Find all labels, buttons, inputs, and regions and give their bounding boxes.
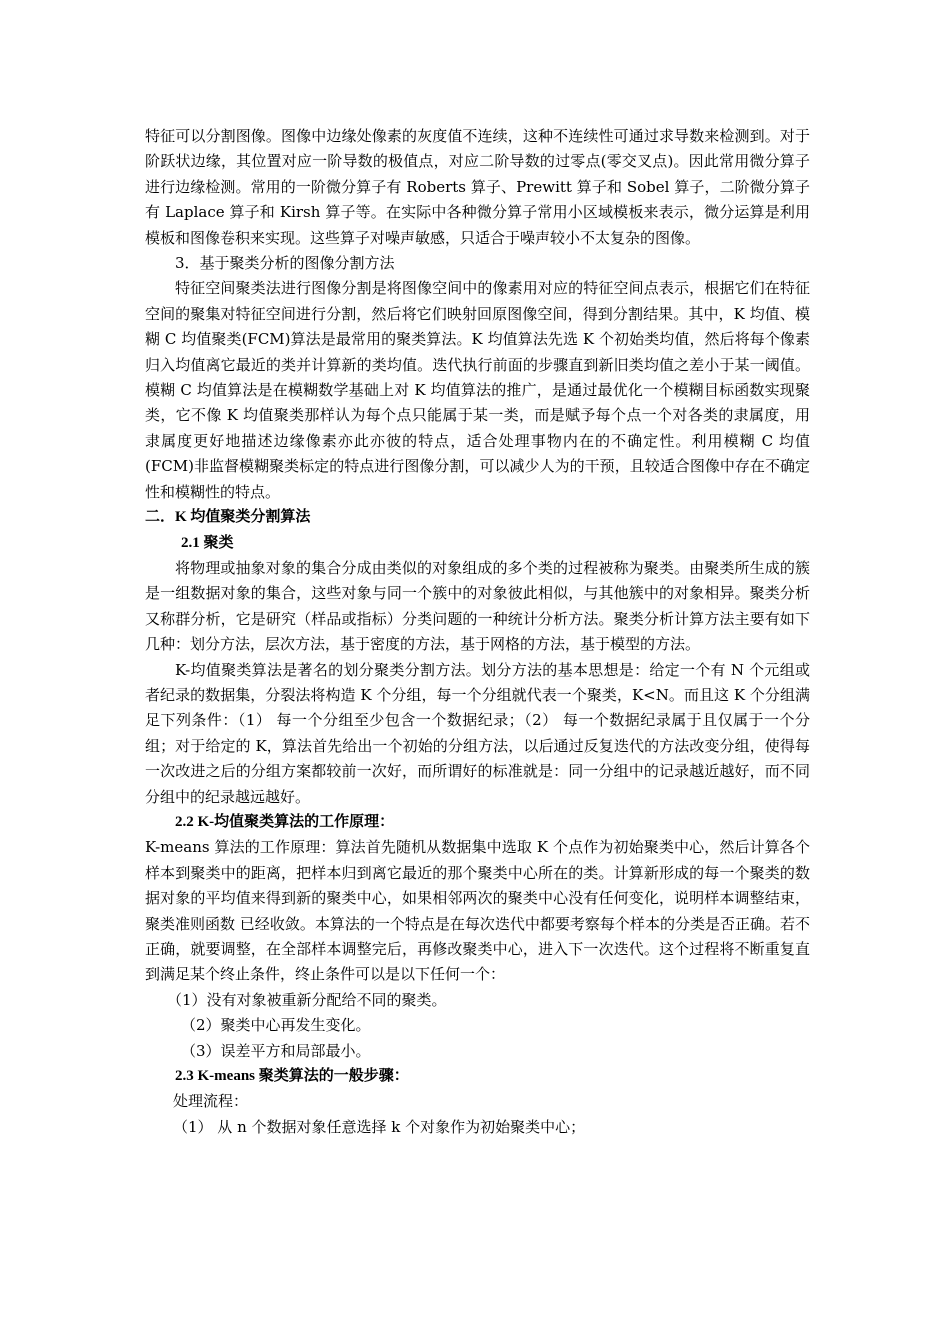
- section-3-heading: 3．基于聚类分析的图像分割方法: [175, 254, 395, 273]
- process-step-1: （1） 从 n 个数据对象任意选择 k 个对象作为初始聚类中心；: [173, 1117, 586, 1136]
- paragraph-edge-detection: 特征可以分割图像。图像中边缘处像素的灰度值不连续，这种不连续性可通过求导数来检测到。对于阶跃状边缘，其位置对应一阶导数的极值点，对应二阶导数的过零点(零交叉点)。因此常用微分算子进行边缘检测。常用的一阶微分算子有 Roberts 算子、Prewitt 算子和 Sobel 算子，二阶微分算子有 Laplace 算子和 Kirsh 算子等。在实际中各种微分算子常用小区域模板来表示，微分运算是利用模板和图像卷积来实现。这些算子对噪声敏感，只适合于噪声较小不太复杂的图像。: [145, 127, 810, 247]
- paragraph-clustering-definition: 将物理或抽象对象的集合分成由类似的对象组成的多个类的过程被称为聚类。由聚类所生成的簇是一组数据对象的集合，这些对象与同一个簇中的对象彼此相似，与其他簇中的对象相异。聚类分析又称群分析，它是研究（样品或指标）分类问题的一种统计分析方法。聚类分析计算方法主要有如下几种：划分方法，层次方法，基于密度的方法，基于网格的方法，基于模型的方法。: [145, 558, 810, 654]
- process-flow-label: 处理流程：: [173, 1092, 249, 1111]
- document-body: [145, 124, 810, 1140]
- subsection-2-1-heading: 2.1 聚类: [181, 534, 234, 551]
- paragraph-clustering-segmentation: 特征空间聚类法进行图像分割是将图像空间中的像素用对应的特征空间点表示，根据它们在特征空间的聚集对特征空间进行分割，然后将它们映射回原图像空间，得到分割结果。其中，K 均值、模糊 C 均值聚类(FCM)算法是最常用的聚类算法。K 均值算法先选 K 个初始类均值，然后将每个像素归入均值离它最近的类并计算新的类均值。迭代执行前面的步骤直到新旧类均值之差小于某一阈值。模糊 C 均值算法是在模糊数学基础上对 K 均值算法的推广，是通过最优化一个模糊目标函数实现聚类，它不像 K 均值聚类那样认为每个点只能属于某一类，而是赋予每个点一个对各类的隶属度，用隶属度更好地描述边缘像素亦此亦彼的特点，适合处理事物内在的不确定性。利用模糊 C 均值(FCM)非监督模糊聚类标定的特点进行图像分割，可以减少人为的干预，且较适合图像中存在不确定性和模糊性的特点。: [145, 279, 810, 501]
- section-2-heading: 二．K 均值聚类分割算法: [145, 509, 311, 526]
- termination-condition-1: （1）没有对象被重新分配给不同的聚类。: [167, 990, 447, 1009]
- termination-condition-2: （2）聚类中心再发生变化。: [181, 1016, 371, 1035]
- subsection-2-2-heading: 2.2 K-均值聚类算法的工作原理：: [175, 813, 395, 830]
- paragraph-kmeans-partition: K-均值聚类算法是著名的划分聚类分割方法。划分方法的基本思想是：给定一个有 N 个元组或者纪录的数据集，分裂法将构造 K 个分组，每一个分组就代表一个聚类，K<N。而且这 K 个分组满足下列条件：（1） 每一个分组至少包含一个数据纪录；（2） 每一个数据纪录属于且仅属于一个分组；对于给定的 K，算法首先给出一个初始的分组方法，以后通过反复迭代的方法改变分组，使得每一次改进之后的分组方案都较前一次好，而所谓好的标准就是：同一分组中的记录越近越好，而不同分组中的纪录越远越好。: [145, 660, 810, 806]
- termination-condition-3: （3）误差平方和局部最小。: [181, 1041, 371, 1060]
- paragraph-kmeans-principle: K-means 算法的工作原理：算法首先随机从数据集中选取 K 个点作为初始聚类中心，然后计算各个样本到聚类中的距离，把样本归到离它最近的那个聚类中心所在的类。计算新形成的每一个聚类的数据对象的平均值来得到新的聚类中心，如果相邻两次的聚类中心没有任何变化，说明样本调整结束，聚类准则函数 已经收敛。本算法的一个特点是在每次迭代中都要考察每个样本的分类是否正确。若不正确，就要调整，在全部样本调整完后，再修改聚类中心，进入下一次迭代。这个过程将不断重复直到满足某个终止条件，终止条件可以是以下任何一个：: [145, 838, 810, 984]
- subsection-2-3-heading: 2.3 K-means 聚类算法的一般步骤：: [175, 1068, 409, 1085]
